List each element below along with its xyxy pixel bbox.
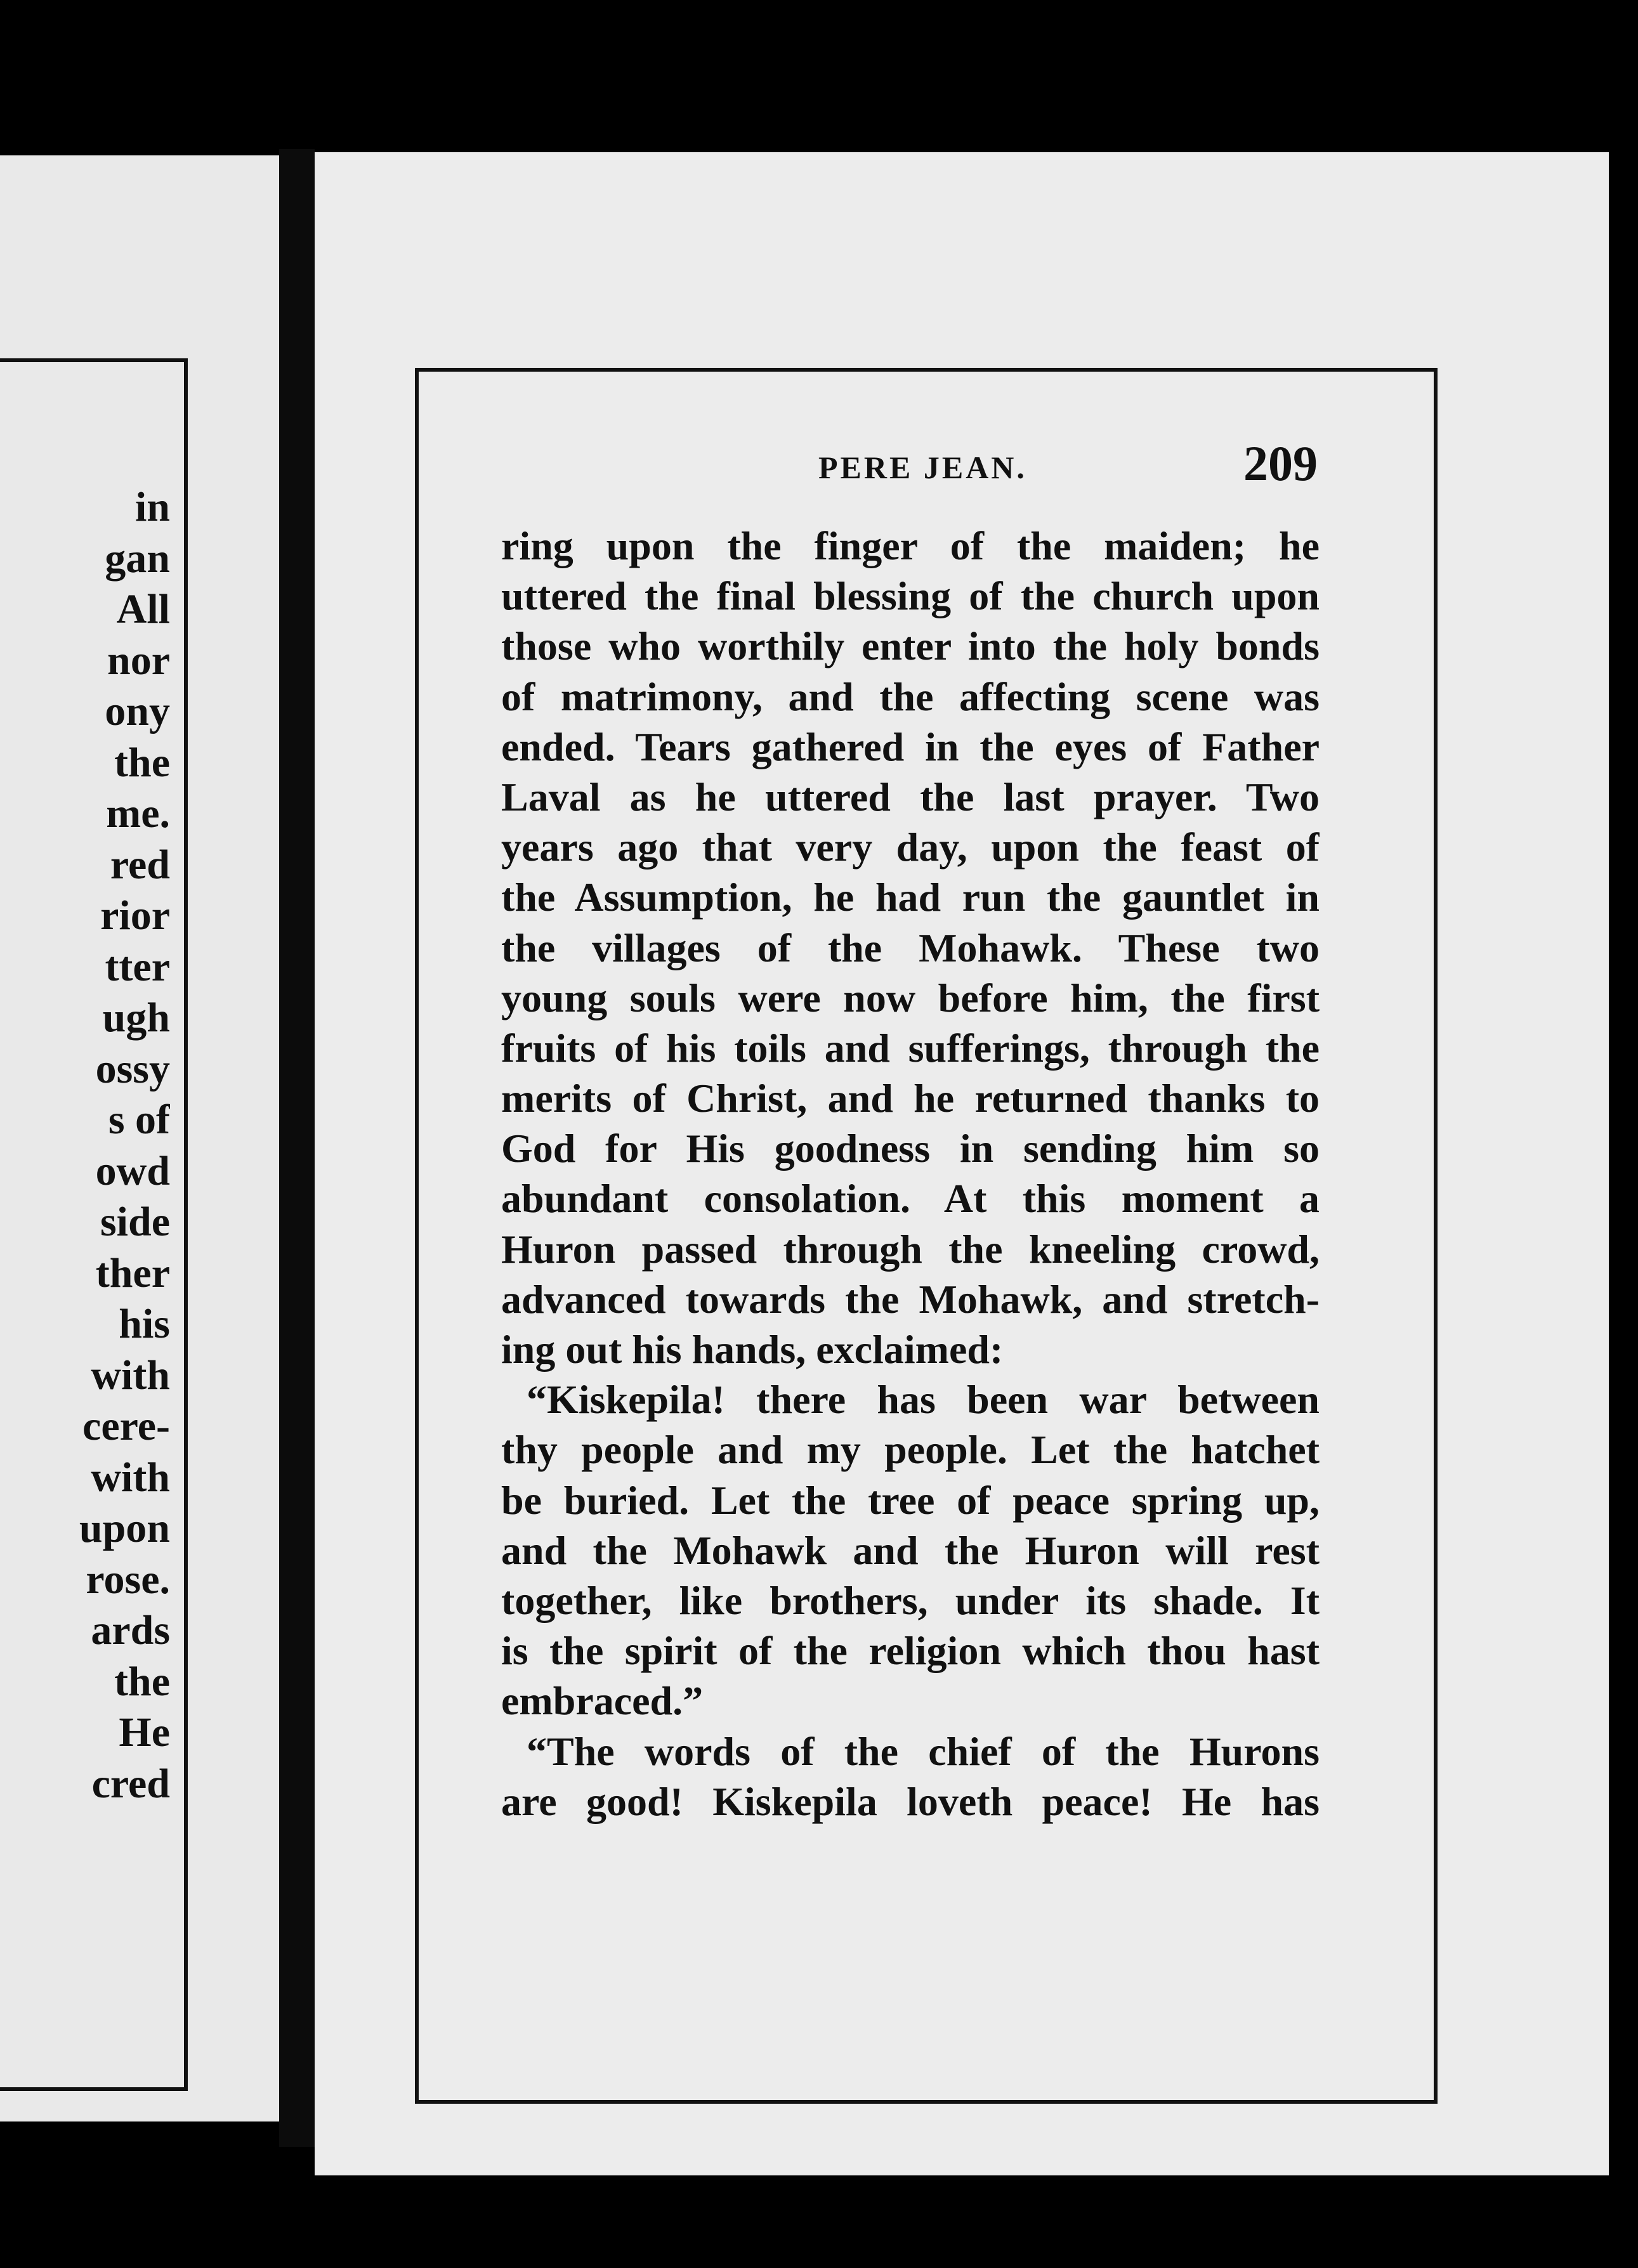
text-line: embraced.” [501, 1678, 704, 1724]
text-line: the Assumption, he had run the gauntlet in [501, 875, 1320, 920]
left-page-line: cere- [82, 1403, 170, 1449]
text-line: Huron passed through the kneeling crowd, [501, 1226, 1320, 1272]
text-line: “The words of the chief of the Hurons [527, 1728, 1320, 1774]
left-page-line: with [91, 1352, 170, 1398]
body-text [501, 521, 1320, 1827]
left-page-line: He [119, 1709, 170, 1756]
running-head: PERE JEAN. [818, 450, 1027, 485]
left-page-line: his [119, 1301, 170, 1347]
text-line: years ago that very day, upon the feast of [501, 824, 1320, 870]
book-gutter [279, 149, 315, 2147]
text-line: God for His goodness in sending him so [501, 1126, 1320, 1171]
page-frame [415, 368, 1438, 2104]
left-page-line: All [116, 586, 170, 632]
text-line: of matrimony, and the affecting scene was [501, 674, 1320, 719]
left-page-line: s of [108, 1097, 170, 1143]
text-line: young souls were now before him, the first [501, 975, 1320, 1020]
text-line: “Kiskepila! there has been war between [527, 1377, 1320, 1423]
page-number: 209 [1243, 436, 1318, 491]
text-line: is the spirit of the religion which thou hast [501, 1628, 1320, 1674]
text-line: are good! Kiskepila loveth peace! He has [501, 1778, 1320, 1824]
text-line: thy people and my people. Let the hatchet [501, 1427, 1320, 1473]
text-line: those who worthily enter into the holy bonds [501, 623, 1320, 669]
left-page-line: cred [91, 1760, 170, 1807]
left-page-line: red [110, 841, 170, 888]
text-line: ing out his hands, exclaimed: [501, 1327, 1004, 1372]
text-line: and the Mohawk and the Huron will rest [501, 1527, 1320, 1573]
text-line: be buried. Let the tree of peace spring up, [501, 1477, 1320, 1523]
left-page-line: ossy [95, 1045, 170, 1092]
left-page-line: owd [95, 1147, 170, 1194]
text-line: merits of Christ, and he returned thanks to [501, 1076, 1320, 1121]
left-page [0, 155, 279, 2121]
text-line: advanced towards the Mohawk, and stretch- [501, 1276, 1320, 1322]
left-page-line: ony [105, 688, 170, 734]
left-page-line: ards [91, 1607, 170, 1653]
text-line: Laval as he uttered the last prayer. Two [501, 774, 1320, 819]
text-line: ended. Tears gathered in the eyes of Father [501, 724, 1320, 769]
left-page-line: the [114, 739, 170, 786]
left-page-line: side [100, 1199, 170, 1245]
left-page-line: ugh [102, 994, 170, 1041]
text-line: together, like brothers, under its shade. It [501, 1577, 1320, 1623]
text-line: the villages of the Mohawk. These two [501, 925, 1320, 970]
left-page-line: gan [105, 535, 170, 582]
left-page-line: in [134, 484, 170, 530]
text-line: abundant consolation. At this moment a [501, 1176, 1320, 1222]
left-page-line: the [114, 1658, 170, 1705]
right-page [315, 152, 1609, 2175]
text-line: fruits of his toils and sufferings, through the [501, 1025, 1320, 1071]
left-page-text [0, 482, 170, 1809]
text-line: ring upon the finger of the maiden; he [501, 523, 1320, 568]
left-page-line: rose. [86, 1556, 170, 1603]
left-page-line: tter [105, 943, 170, 990]
left-page-line: upon [79, 1505, 170, 1551]
page-header [419, 435, 1318, 492]
left-page-line: rior [100, 892, 170, 939]
left-page-line: nor [107, 637, 170, 684]
left-page-line: me. [106, 790, 170, 837]
left-page-line: ther [95, 1249, 170, 1296]
text-line: uttered the final blessing of the church upon [501, 573, 1320, 619]
left-page-line: with [91, 1454, 170, 1501]
